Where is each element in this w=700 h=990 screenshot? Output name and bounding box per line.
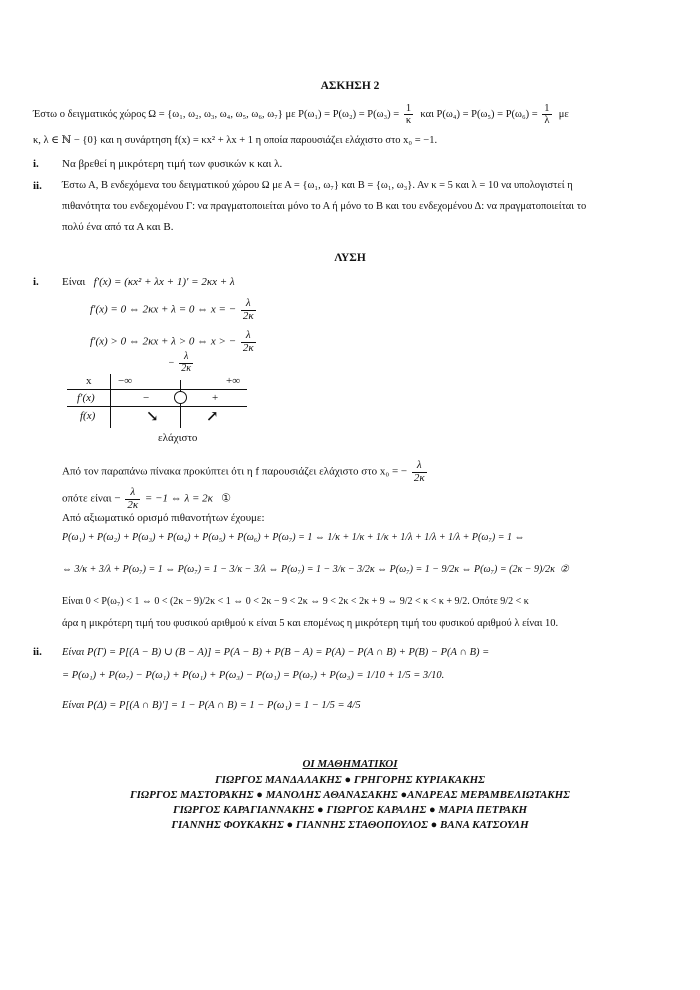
footer-line-3: ΓΙΩΡΓΟΣ ΚΑΡΑΓΙΑΝΝΑΚΗΣ ● ΓΙΩΡΓΟΣ ΚΑΡΑΛΗΣ ● ΜΑΡΙΑ ΠΕΤΡΑΚΗ <box>172 804 527 816</box>
problem-line-2: κ, λ ∈ ℕ − {0} και η συνάρτηση f(x) = κx² + λx + 1 η οποία παρουσιάζει ελάχιστο στο x₀ = −1. <box>33 135 438 146</box>
footer-line-1: ΓΙΩΡΓΟΣ ΜΑΝΔΑΛΑΚΗΣ ● ΓΡΗΓΟΡΗΣ ΚΥΡΙΑΚΑΚΗΣ <box>215 774 485 786</box>
item-i-text: Να βρεθεί η μικρότερη τιμή των φυσικών κ και λ. <box>62 158 283 170</box>
sum-line-2 <box>62 564 569 575</box>
ii-line-2: = P(ω₁) + P(ω₇) − P(ω₁) + P(ω₁) + P(ω₃) − P(ω₁) = P(ω₇) + P(ω₃) = 1/10 + 1/5 = 3/10. <box>62 670 445 681</box>
frac-num: λ <box>241 330 256 343</box>
axiom-text: Από αξιωματικό ορισμό πιθανοτήτων έχουμε: <box>62 512 265 524</box>
derivative-prefix: Είναι <box>62 276 86 288</box>
solution-ii-label: ii. <box>33 646 42 658</box>
problem-line-1-mid: και P(ω₄) = P(ω₅) = P(ω₆) = <box>420 108 538 120</box>
item-ii-line-2: πιθανότητα του ενδεχομένου Γ: να πραγματοποιείται μόνο το Α ή μόνο το Β και του ενδεχομένου Δ: να πραγματοποιείται το <box>62 201 587 212</box>
eq2-text: f′(x) > 0 ⇔ 2κx + λ > 0 ⇔ x > − <box>90 335 237 348</box>
frac-den: κ <box>405 115 412 127</box>
solution-title: ΛΥΣΗ <box>334 252 366 264</box>
conclusion-text: Από τον παραπάνω πίνακα προκύπτει ότι η f παρουσιάζει ελάχιστο στο x₀ = − <box>62 465 408 478</box>
frac-den: 2κ <box>242 341 254 354</box>
eq2-line <box>90 330 258 354</box>
fraction-lambda-2k <box>241 330 256 354</box>
problem-line-1-suffix: με <box>558 108 569 120</box>
problem-line-1 <box>33 103 569 126</box>
table-top-fraction <box>168 352 195 374</box>
table-row-f: f(x) <box>80 410 96 422</box>
fraction-one-over-k <box>404 103 413 126</box>
footer-heading: ΟΙ ΜΑΘΗΜΑΤΙΚΟΙ <box>302 758 398 770</box>
then-suffix: = −1 ⇔ λ = 2κ <box>144 492 213 505</box>
problem-line-1-prefix: Έστω ο δειγματικός χώρος Ω = {ω₁, ω₂, ω₃, ω₄, ω₅, ω₆, ω₇} με P(ω₁) = P(ω₂) = P(ω₃) = <box>33 108 400 120</box>
frac-den: 2κ <box>181 362 192 374</box>
frac-num: λ <box>125 487 140 500</box>
item-i-label: i. <box>33 158 39 170</box>
frac-num: λ <box>179 352 193 364</box>
sum-line: P(ω₁) + P(ω₂) + P(ω₃) + P(ω₄) + P(ω₅) + P(ω₆) + P(ω₇) = 1 ⇔ 1/κ + 1/κ + 1/κ + 1/λ + 1/λ + 1/λ + P(ω₇) = 1 ⇔ <box>62 532 525 543</box>
frac-den: λ <box>544 115 550 127</box>
table-plus: + <box>212 392 219 404</box>
eq1-text: f′(x) = 0 ⇔ 2κx + λ = 0 ⇔ x = − <box>90 303 237 316</box>
marker-2: ② <box>559 564 569 575</box>
frac-num: λ <box>412 460 427 473</box>
eq1-line <box>90 298 258 322</box>
item-ii-line-3: πολύ ένα από τα Α και Β. <box>62 221 174 233</box>
fraction-one-over-l <box>542 103 551 126</box>
table-min-label: ελάχιστο <box>158 432 198 444</box>
table-neg-inf: −∞ <box>118 375 133 387</box>
frac-num: 1 <box>404 103 413 115</box>
fraction-lambda-2k <box>125 487 140 511</box>
fraction-lambda-2k <box>179 352 193 374</box>
footer-line-2: ΓΙΩΡΓΟΣ ΜΑΣΤΟΡΑΚΗΣ ● ΜΑΝΟΛΗΣ ΑΘΑΝΑΣΑΚΗΣ ●ΑΝΔΡΕΑΣ ΜΕΡΑΜΒΕΛΙΩΤΑΚΗΣ <box>130 789 570 801</box>
ii-line-1: Είναι P(Γ) = P[(Α − Β) ∪ (Β − Α)] = P(Α − Β) + P(Β − Α) = P(Α) − P(Α ∩ Β) + P(Β) − P(Α ∩ Β) = <box>62 647 490 658</box>
frac-den: 2κ <box>242 309 254 322</box>
frac-den: 2κ <box>127 498 139 511</box>
increasing-arrow-icon: ↗ <box>206 409 219 425</box>
minus-sign: − <box>168 357 175 369</box>
derivative-formula: f′(x) = (κx² + λx + 1)′ = 2κx + λ <box>93 276 235 288</box>
then-line <box>62 487 231 511</box>
fraction-lambda-2k <box>241 298 256 322</box>
frac-den: 2κ <box>413 471 425 484</box>
marker-1: ① <box>221 492 232 505</box>
derivative-line <box>62 276 235 288</box>
ii-line-3: Είναι P(Δ) = P[(Α ∩ Β)′] = 1 − P(Α ∩ Β) = 1 − P(ω₁) = 1 − 1/5 = 4/5 <box>62 700 361 711</box>
inequality-line: Είναι 0 < P(ω₇) < 1 ⇔ 0 < (2κ − 9)/2κ < 1 ⇔ 0 < 2κ − 9 < 2κ ⇔ 9 < 2κ < 2κ + 9 ⇔ 9/2 < κ < κ + 9/2. Οπότε 9/2 < κ <box>62 596 529 607</box>
table-critical-line <box>180 380 181 428</box>
zero-circle <box>174 391 187 404</box>
item-ii-line-1: Έστω Α, Β ενδεχόμενα του δειγματικού χώρου Ω με Α = {ω₁, ω₇} και Β = {ω₁, ω₃}. Αν κ = 5 και λ = 10 να υπολογιστεί η <box>62 180 573 191</box>
table-row-fprime: f′(x) <box>77 392 95 404</box>
table-minus: − <box>143 392 150 404</box>
table-hline-1 <box>67 389 247 390</box>
table-col-x: x <box>86 375 92 387</box>
item-ii-label: ii. <box>33 180 42 192</box>
final-i-line: άρα η μικρότερη τιμή του φυσικού αριθμού κ είναι 5 και επομένως η μικρότερη τιμή του φυσικού αριθμού λ είναι 10. <box>62 618 559 629</box>
table-pos-inf: +∞ <box>226 375 241 387</box>
frac-num: 1 <box>544 103 550 114</box>
exercise-title: ΑΣΚΗΣΗ 2 <box>320 80 380 92</box>
footer-line-4: ΓΙΑΝΝΗΣ ΦΟΥΚΑΚΗΣ ● ΓΙΑΝΝΗΣ ΣΤΑΘΟΠΟΥΛΟΣ ● ΒΑΝΑ ΚΑΤΣΟΥΛΗ <box>171 819 529 831</box>
solution-i-label: i. <box>33 276 39 288</box>
frac-num: λ <box>241 298 256 311</box>
decreasing-arrow-icon: ↘ <box>146 409 159 425</box>
sum-line-2-text: ⇔ 3/κ + 3/λ + P(ω₇) = 1 ⇔ P(ω₇) = 1 − 3/κ − 3/λ ⇔ P(ω₇) = 1 − 3/κ − 3/2κ ⇔ P(ω₇) = 1 − 9/2κ ⇔ P(ω₇) = (2κ − 9)/2κ <box>62 564 555 575</box>
conclusion-line <box>62 460 429 484</box>
table-vline <box>110 374 111 428</box>
fraction-lambda-2k <box>412 460 427 484</box>
then-prefix: οπότε είναι − <box>62 492 121 505</box>
